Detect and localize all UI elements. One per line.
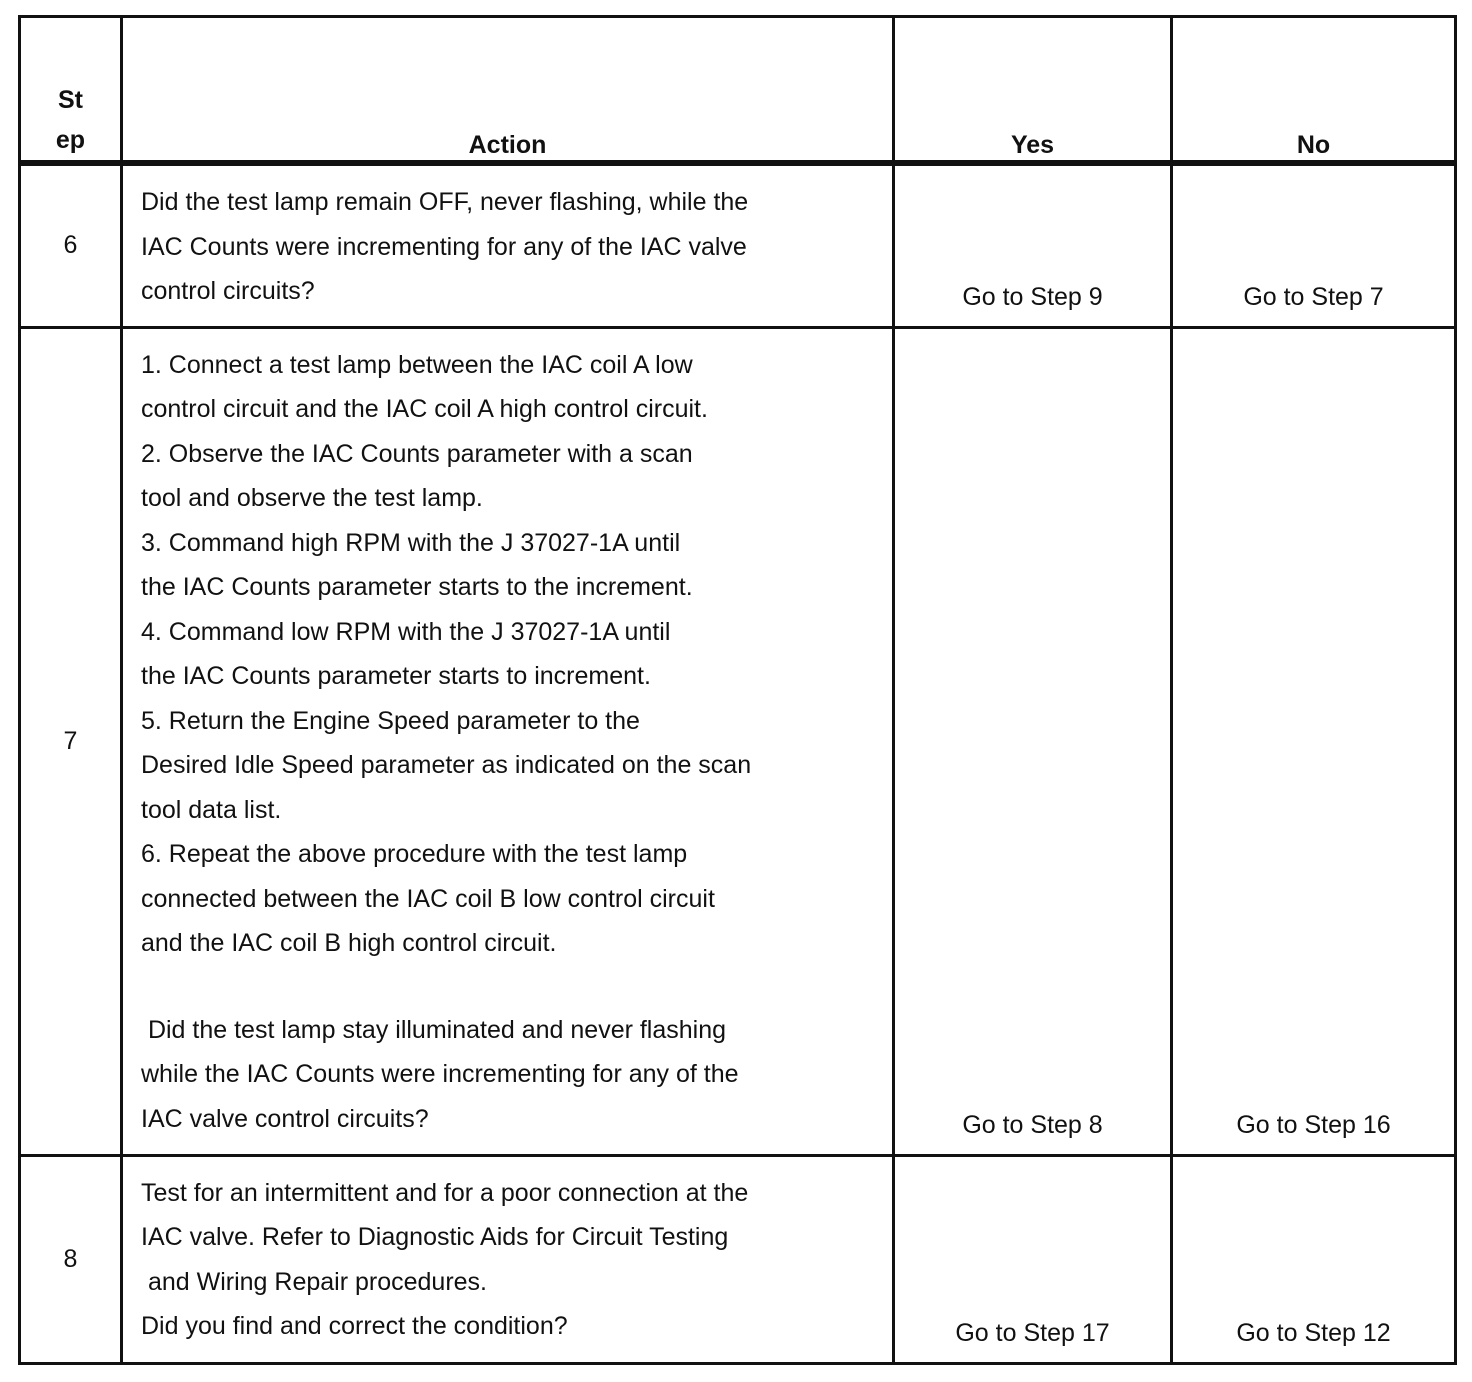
- action-line: tool and observe the test lamp.: [141, 484, 483, 512]
- action-line: 6. Repeat the above procedure with the test lamp: [141, 840, 688, 868]
- action-line: the IAC Counts parameter starts to the increment.: [141, 573, 693, 601]
- action-line: 4. Command low RPM with the J 37027-1A until: [141, 617, 671, 646]
- action-line: and the IAC coil B high control circuit.: [141, 929, 557, 957]
- question-line: while the IAC Counts were incrementing for any of the: [141, 1060, 739, 1088]
- step-header-line-2: ep: [55, 126, 86, 154]
- action-line: 1. Connect a test lamp between the IAC coil A low: [141, 350, 693, 379]
- action-cell: [122, 327, 894, 1155]
- no-result: Go to Step 16: [1172, 327, 1456, 1155]
- action-line: and Wiring Repair procedures.: [141, 1267, 487, 1296]
- step-number: 7: [20, 327, 122, 1155]
- no-result: Go to Step 12: [1172, 1155, 1456, 1363]
- action-line: the IAC Counts parameter starts to increment.: [141, 662, 651, 690]
- action-header: Action: [122, 17, 894, 164]
- action-line: 3. Command high RPM with the J 37027-1A until: [141, 528, 681, 557]
- yes-header: Yes: [894, 17, 1172, 164]
- action-cell: [122, 1155, 894, 1363]
- step-header-line-1: St: [58, 86, 83, 114]
- yes-result: Go to Step 17: [894, 1155, 1172, 1363]
- action-line: IAC valve. Refer to Diagnostic Aids for Circuit Testing: [141, 1223, 729, 1251]
- table-row: [20, 1155, 1456, 1363]
- no-header: No: [1172, 17, 1456, 164]
- action-line: IAC Counts were incrementing for any of the IAC valve: [141, 232, 747, 261]
- action-line: control circuits?: [141, 277, 315, 305]
- step-number: 6: [20, 163, 122, 327]
- action-line: control circuit and the IAC coil A high control circuit.: [141, 395, 708, 423]
- action-line: 5. Return the Engine Speed parameter to the: [141, 706, 640, 735]
- step-header: [20, 17, 122, 164]
- yes-result: Go to Step 8: [894, 327, 1172, 1155]
- no-result: Go to Step 7: [1172, 163, 1456, 327]
- action-cell: [122, 163, 894, 327]
- action-line: Desired Idle Speed parameter as indicated on the scan: [141, 751, 752, 779]
- table-row: [20, 327, 1456, 1155]
- table-row: [20, 163, 1456, 327]
- action-line: Did the test lamp remain OFF, never flashing, while the: [141, 188, 749, 216]
- question-line: IAC valve control circuits?: [141, 1104, 429, 1133]
- spacer: [141, 966, 882, 1008]
- header-row: [20, 17, 1456, 164]
- step-number: 8: [20, 1155, 122, 1363]
- action-line: 2. Observe the IAC Counts parameter with a scan: [141, 439, 693, 468]
- action-line: tool data list.: [141, 795, 282, 824]
- action-line: Test for an intermittent and for a poor connection at the: [141, 1178, 749, 1207]
- action-line: connected between the IAC coil B low control circuit: [141, 884, 715, 913]
- diagnostic-table: [18, 15, 1457, 1365]
- yes-result: Go to Step 9: [894, 163, 1172, 327]
- question-line: Did the test lamp stay illuminated and never flashing: [141, 1015, 727, 1044]
- action-line: Did you find and correct the condition?: [141, 1312, 568, 1340]
